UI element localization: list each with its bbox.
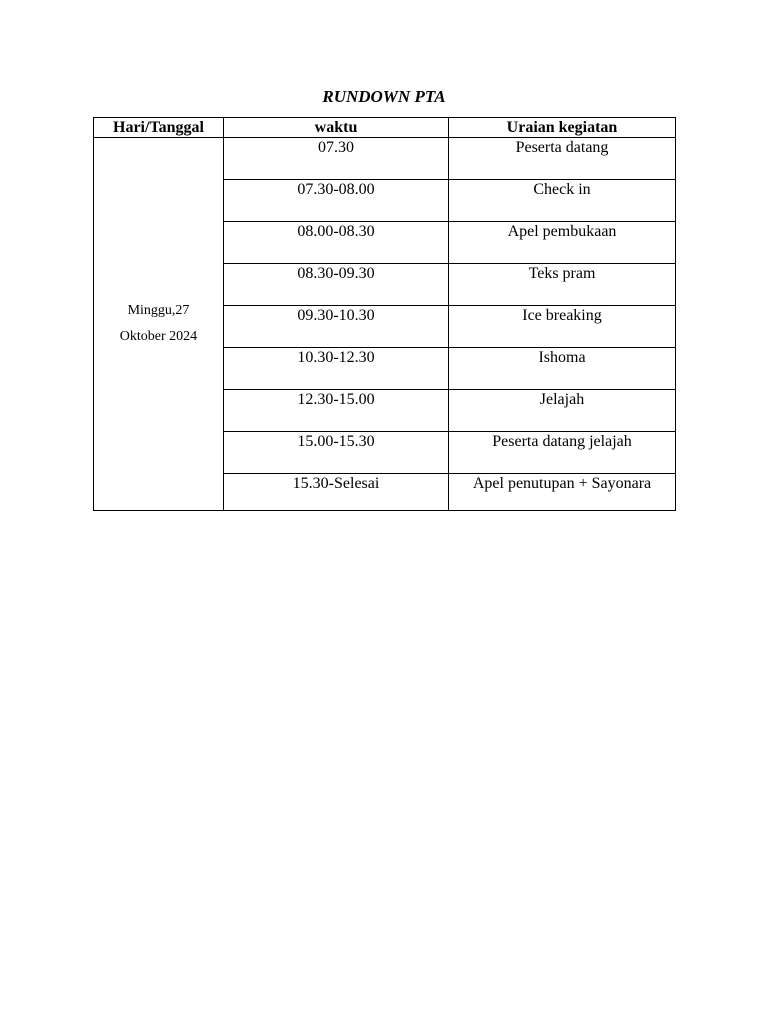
header-day-date: Hari/Tanggal bbox=[94, 118, 224, 138]
activity-cell: Jelajah bbox=[449, 390, 676, 432]
activity-cell: Ishoma bbox=[449, 348, 676, 390]
time-cell: 07.30 bbox=[224, 138, 449, 180]
time-cell: 07.30-08.00 bbox=[224, 180, 449, 222]
time-cell: 15.00-15.30 bbox=[224, 432, 449, 474]
activity-cell: Teks pram bbox=[449, 264, 676, 306]
date-month-line: Oktober 2024 bbox=[119, 329, 198, 344]
activity-cell: Apel pembukaan bbox=[449, 222, 676, 264]
page-title: RUNDOWN PTA bbox=[322, 87, 446, 106]
time-cell: 10.30-12.30 bbox=[224, 348, 449, 390]
activity-cell: Apel penutupan + Sayonara bbox=[449, 474, 676, 511]
activity-cell: Ice breaking bbox=[449, 306, 676, 348]
header-time: waktu bbox=[224, 118, 449, 138]
activity-cell: Peserta datang bbox=[449, 138, 676, 180]
table-header-row bbox=[94, 118, 676, 138]
time-cell: 08.00-08.30 bbox=[224, 222, 449, 264]
rundown-table bbox=[93, 117, 676, 511]
date-day-line: Minggu,27 bbox=[127, 303, 190, 318]
activity-cell: Peserta datang jelajah bbox=[449, 432, 676, 474]
time-cell: 15.30-Selesai bbox=[224, 474, 449, 511]
activity-cell: Check in bbox=[449, 180, 676, 222]
header-activity: Uraian kegiatan bbox=[449, 118, 676, 138]
table-row bbox=[94, 138, 676, 180]
date-cell bbox=[94, 138, 224, 511]
time-cell: 12.30-15.00 bbox=[224, 390, 449, 432]
time-cell: 09.30-10.30 bbox=[224, 306, 449, 348]
time-cell: 08.30-09.30 bbox=[224, 264, 449, 306]
